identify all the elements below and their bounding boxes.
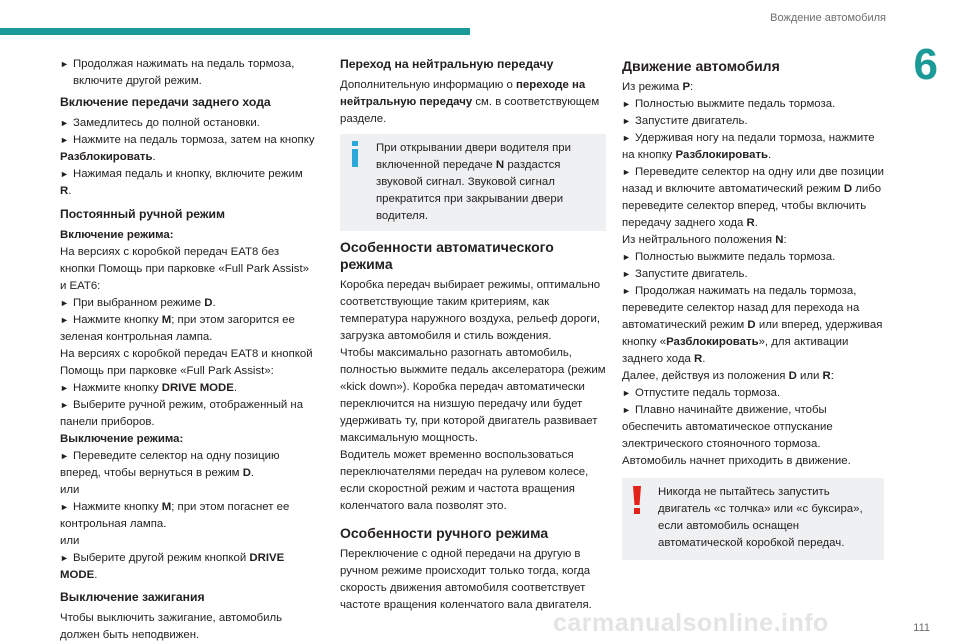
- step: ► При выбранном режиме D.: [60, 295, 316, 312]
- manual-paragraph: Переключение с одной передачи на другую в ручном режиме происходит только тогда, когда скорость движения автомобиля соответствует частоте вращения коленчатого вала двигателя.: [340, 548, 592, 611]
- play-arrow-icon: ►: [60, 502, 69, 512]
- step: ► Плавно начинайте движение, чтобы обеспечить автоматическое отпускание электрического стояночного тормоза.: [622, 404, 833, 450]
- step: ► Замедлитесь до полной остановки.: [60, 115, 316, 132]
- step: ► Запустите двигатель.: [622, 266, 884, 283]
- column-middle: [340, 56, 606, 614]
- play-arrow-icon: ►: [60, 553, 69, 563]
- then-label: Далее, действуя из положения D или R:: [622, 370, 834, 382]
- auto-title: Особенности автоматического режима: [340, 239, 554, 272]
- play-arrow-icon: ►: [622, 388, 631, 398]
- disable-title: Выключение режима:: [60, 433, 184, 445]
- ignition-title: Выключение зажигания: [60, 590, 205, 604]
- info-icon: [348, 141, 362, 167]
- step: ► Нажмите на педаль тормоза, затем на кнопку Разблокировать.: [60, 134, 315, 163]
- ignition-text: Чтобы выключить зажигание, автомобиль должен быть неподвижен.: [60, 612, 283, 641]
- step: ► Отпустите педаль тормоза.: [622, 385, 884, 402]
- play-arrow-icon: ►: [60, 59, 69, 69]
- reverse-title: Включение передачи заднего хода: [60, 95, 271, 109]
- step: ► Запустите двигатель.: [622, 113, 884, 130]
- play-arrow-icon: ►: [60, 298, 69, 308]
- play-arrow-icon: ►: [60, 383, 69, 393]
- play-arrow-icon: ►: [60, 315, 69, 325]
- or-text: или: [60, 535, 80, 547]
- step: ► Выберите другой режим кнопкой DRIVE MODE.: [60, 552, 285, 581]
- play-arrow-icon: ►: [622, 405, 631, 415]
- info-note: При открывании двери водителя при включенной передаче N раздастся звуковой сигнал. Звуковой сигнал прекратится при закрывании двери водителя.: [340, 134, 606, 231]
- or-text: или: [60, 484, 80, 496]
- step: ► Полностью выжмите педаль тормоза.: [622, 249, 884, 266]
- step: ► Нажмите кнопку M; при этом погаснет ее контрольная лампа.: [60, 501, 290, 530]
- enable-text: На версиях с коробкой передач EAT8 без кнопки Помощь при парковке «Full Park Assist» и EAT6:: [60, 246, 309, 292]
- driving-title: Движение автомобиля: [622, 58, 780, 74]
- enable-title: Включение режима:: [60, 229, 174, 241]
- step: ► Удерживая ногу на педали тормоза, нажмите на кнопку Разблокировать.: [622, 132, 875, 161]
- from-n-label: Из нейтрального положения N:: [622, 234, 787, 246]
- step: ► Выберите ручной режим, отображенный на панели приборов.: [60, 399, 304, 428]
- step: ► Полностью выжмите педаль тормоза.: [622, 96, 884, 113]
- page-number: 111: [913, 622, 930, 634]
- auto-paragraph: Водитель может временно воспользоваться переключателями передач на рулевом колесе, если скоростной режим и частота вращения коленчатого вала позволят это.: [340, 449, 589, 512]
- chapter-number: 6: [913, 40, 938, 89]
- from-p-label: Из режима P:: [622, 81, 694, 93]
- play-arrow-icon: ►: [622, 99, 631, 109]
- play-arrow-icon: ►: [60, 169, 69, 179]
- play-arrow-icon: ►: [622, 286, 631, 296]
- play-arrow-icon: ►: [60, 118, 69, 128]
- play-arrow-icon: ►: [622, 252, 631, 262]
- play-arrow-icon: ►: [622, 269, 631, 279]
- column-right: [622, 58, 884, 560]
- step: ► Переведите селектор на одну или две позиции назад и включите автоматический режим D либо переведите селектор вперед, чтобы включить передачу заднего хода R.: [622, 166, 884, 229]
- step: ► Нажимая педаль и кнопку, включите режим R.: [60, 168, 303, 197]
- column-left: [60, 56, 316, 644]
- auto-paragraph: Чтобы максимально разогнать автомобиль, полностью выжмите педаль акселератора (режим «kick down»). Коробка передач автоматически переключится на низшую передачу или будет удерживать ту, при которой двигатель развивает максимальную мощность.: [340, 347, 606, 444]
- manual-mode-title: Особенности ручного режима: [340, 525, 549, 541]
- play-arrow-icon: ►: [60, 451, 69, 461]
- play-arrow-icon: ►: [622, 116, 631, 126]
- intro-step: ► Продолжая нажимать на педаль тормоза, включите другой режим.: [60, 58, 295, 87]
- header-accent-bar: [0, 28, 470, 35]
- page-header-title: Вождение автомобиля: [770, 12, 886, 24]
- play-arrow-icon: ►: [60, 400, 69, 410]
- exclamation-icon: [630, 486, 644, 514]
- neutral-title: Переход на нейтральную передачу: [340, 57, 554, 71]
- play-arrow-icon: ►: [60, 135, 69, 145]
- step: ► Нажмите кнопку DRIVE MODE.: [60, 380, 316, 397]
- step: ► Переведите селектор на одну позицию вперед, чтобы вернуться в режим D.: [60, 450, 280, 479]
- play-arrow-icon: ►: [622, 167, 631, 177]
- play-arrow-icon: ►: [622, 133, 631, 143]
- enable-text: На версиях с коробкой передач EAT8 и кнопкой Помощь при парковке «Full Park Assist»:: [60, 348, 313, 377]
- warning-note: Никогда не пытайтесь запустить двигатель «с толчка» или «с буксира», если автомобиль оснащен автоматической коробкой передач.: [622, 478, 884, 560]
- manual-title: Постоянный ручной режим: [60, 207, 226, 221]
- watermark: carmanualsonline.info: [553, 609, 829, 637]
- step: ► Нажмите кнопку M; при этом загорится ее зеленая контрольная лампа.: [60, 314, 295, 343]
- auto-paragraph: Коробка передач выбирает режимы, оптимально соответствующие таким критериям, как температура наружного воздуха, рельеф дороги, загрузка автомобиля и стиль вождения.: [340, 279, 601, 342]
- step: ► Продолжая нажимать на педаль тормоза, переведите селектор назад для перехода на автоматический режим D или вперед, удерживая кнопку «Разблокировать», для активации заднего хода R.: [622, 285, 883, 365]
- final-text: Автомобиль начнет приходить в движение.: [622, 455, 851, 467]
- neutral-text: Дополнительную информацию о переходе на нейтральную передачу см. в соответствующем разделе.: [340, 79, 600, 125]
